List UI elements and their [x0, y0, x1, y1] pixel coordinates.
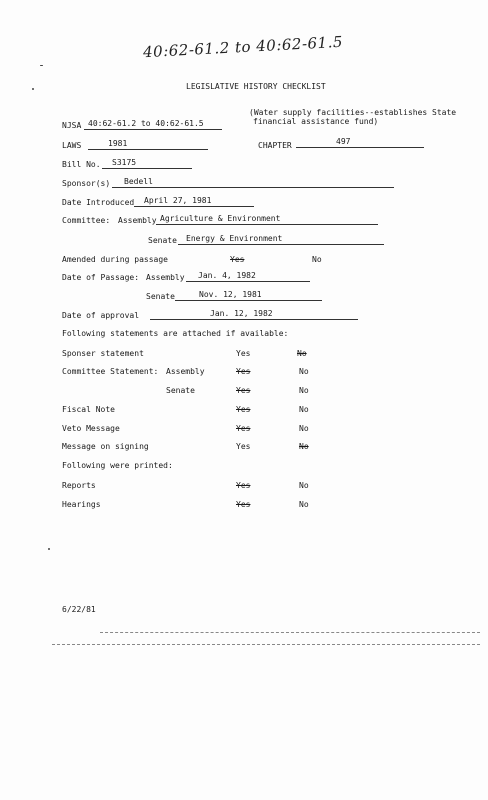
- passage-label: Date of Passage:: [62, 273, 140, 282]
- laws-label: LAWS: [62, 141, 82, 150]
- dashed-divider: [52, 644, 480, 645]
- sponsor-statement-no: No: [297, 349, 307, 358]
- njsa-value: 40:62-61.2 to 40:62-61.5: [84, 119, 222, 130]
- committee-statement-assembly: Assembly: [166, 367, 205, 376]
- fiscal-note-no: No: [299, 405, 309, 414]
- bill-label: Bill No.: [62, 160, 101, 169]
- hearings-yes: Yes: [236, 500, 251, 509]
- approval-value: Jan. 12, 1982: [150, 309, 358, 320]
- passage-assembly-label: Assembly: [146, 273, 185, 282]
- veto-message-yes: Yes: [236, 424, 251, 433]
- veto-message-label: Veto Message: [62, 424, 120, 433]
- introduced-value: April 27, 1981: [134, 196, 254, 207]
- message-signing-label: Message on signing: [62, 442, 149, 451]
- amended-yes: Yes: [230, 255, 245, 264]
- amended-label: Amended during passage: [62, 255, 168, 264]
- committee-assembly-value: Agriculture & Environment: [156, 214, 378, 225]
- committee-statement-senate: Senate: [166, 386, 195, 395]
- amended-no: No: [312, 255, 322, 264]
- committee-assembly-label: Assembly: [118, 216, 157, 225]
- committee-statement-senate-yes: Yes: [236, 386, 251, 395]
- committee-senate-label: Senate: [148, 236, 177, 245]
- footer-date: 6/22/81: [62, 605, 96, 614]
- committee-statement-assembly-no: No: [299, 367, 309, 376]
- dashed-divider: [100, 632, 480, 633]
- scan-speck: [48, 548, 50, 550]
- hearings-no: No: [299, 500, 309, 509]
- committee-statement-assembly-yes: Yes: [236, 367, 251, 376]
- handwritten-title: 40:62-61.2 to 40:62-61.5: [142, 32, 344, 62]
- sponsor-statement-label: Sponser statement: [62, 349, 144, 358]
- passage-assembly-value: Jan. 4, 1982: [186, 271, 310, 282]
- subject-note-line1: (Water supply facilities--establishes State: [249, 108, 457, 117]
- laws-value: 1981: [88, 139, 208, 150]
- chapter-label: CHAPTER: [258, 141, 292, 150]
- fiscal-note-label: Fiscal Note: [62, 405, 115, 414]
- message-signing-yes: Yes: [236, 442, 251, 451]
- sponsor-label: Sponsor(s): [62, 179, 111, 188]
- sponsor-value: Bedell: [112, 177, 394, 188]
- attached-heading: Following statements are attached if available:: [62, 329, 289, 338]
- printed-heading: Following were printed:: [62, 461, 173, 470]
- passage-senate-value: Nov. 12, 1981: [175, 290, 322, 301]
- reports-no: No: [299, 481, 309, 490]
- scan-speck: [40, 65, 43, 66]
- committee-statement-senate-no: No: [299, 386, 309, 395]
- veto-message-no: No: [299, 424, 309, 433]
- subject-note-line2: financial assistance fund): [253, 117, 379, 126]
- reports-yes: Yes: [236, 481, 251, 490]
- hearings-label: Hearings: [62, 500, 101, 509]
- introduced-label: Date Introduced: [62, 198, 135, 207]
- committee-statement-label: Committee Statement:: [62, 367, 159, 376]
- approval-label: Date of approval: [62, 311, 140, 320]
- committee-label: Committee:: [62, 216, 111, 225]
- message-signing-no: No: [299, 442, 309, 451]
- chapter-value: 497: [296, 137, 424, 148]
- scan-speck: [32, 88, 34, 90]
- sponsor-statement-yes: Yes: [236, 349, 251, 358]
- bill-value: S3175: [102, 158, 192, 169]
- page-heading: LEGISLATIVE HISTORY CHECKLIST: [186, 82, 326, 91]
- njsa-label: NJSA: [62, 121, 82, 130]
- reports-label: Reports: [62, 481, 96, 490]
- passage-senate-label: Senate: [146, 292, 175, 301]
- fiscal-note-yes: Yes: [236, 405, 251, 414]
- committee-senate-value: Energy & Environment: [178, 234, 384, 245]
